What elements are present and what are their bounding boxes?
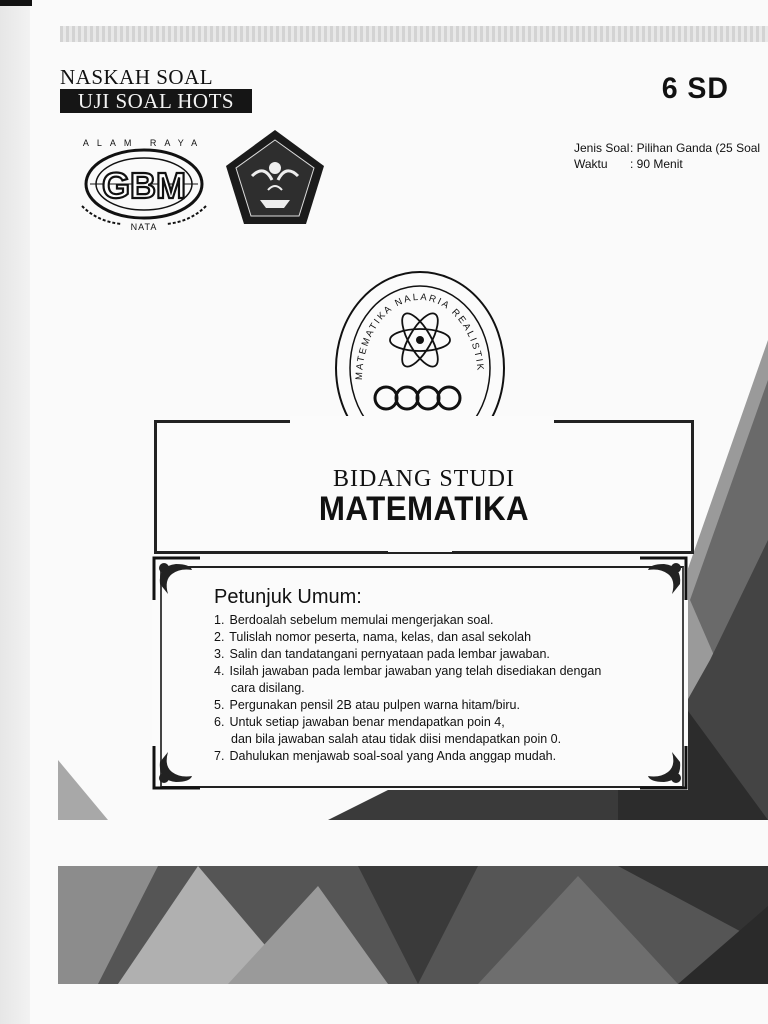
exam-time-value: : 90 Menit: [630, 157, 683, 171]
exam-type-row: [574, 140, 760, 156]
instruction-text: Pergunakan pensil 2B atau pulpen warna hitam/biru.: [229, 698, 520, 712]
instructions-heading: Petunjuk Umum:: [214, 586, 362, 608]
instruction-item: [214, 748, 674, 765]
instruction-text: Salin dan tandatangani pernyataan pada lembar jawaban.: [229, 647, 550, 661]
instruction-text: Tulislah nomor peserta, nama, kelas, dan asal sekolah: [229, 630, 532, 644]
instruction-continuation: dan bila jawaban salah atau tidak diisi mendapatkan poin 0.: [231, 732, 562, 746]
header-title-line2: UJI SOAL HOTS: [60, 89, 252, 113]
header-title-line1: NASKAH SOAL: [60, 65, 214, 89]
instruction-item: [214, 697, 674, 714]
instruction-number: 7.: [214, 749, 225, 763]
subject-name: MATEMATIKA: [318, 490, 530, 528]
scan-left-margin: [0, 0, 30, 1024]
education-ministry-emblem: [222, 128, 328, 228]
instruction-number: 5.: [214, 698, 225, 712]
gbm-logo-bottom: NATA: [130, 222, 158, 232]
omnr-ring-text: MATEMATIKA NALARIA REALISTIK: [353, 291, 486, 381]
scan-corner-mark: [0, 0, 32, 6]
instruction-number: 6.: [214, 715, 225, 729]
grade-label: 6 SD: [661, 72, 729, 105]
instruction-item: [214, 629, 674, 646]
instruction-text: Dahulukan menjawab soal-soal yang Anda anggap mudah.: [229, 749, 557, 763]
exam-info: [574, 140, 760, 172]
gbm-logo-center: GBM: [102, 165, 186, 206]
instruction-number: 4.: [214, 664, 225, 678]
title-box-top-gap: [290, 416, 554, 426]
subject-label: BIDANG STUDI: [333, 466, 515, 492]
exam-time-row: [574, 156, 760, 172]
instruction-text: Isilah jawaban pada lembar jawaban yang telah disediakan dengan: [229, 664, 602, 678]
exam-type-label: Jenis Soal: [574, 141, 630, 155]
instruction-item: [214, 612, 674, 629]
decorative-bottom-band: [58, 866, 768, 984]
instruction-number: 3.: [214, 647, 225, 661]
ornament-bottom-left-icon: [150, 742, 206, 792]
ornament-top-left-icon: [150, 554, 206, 604]
instruction-number: 1.: [214, 613, 225, 627]
instruction-number: 2.: [214, 630, 225, 644]
instruction-item: [214, 646, 674, 663]
gbm-logo-top: ALAM RAYA: [82, 138, 206, 148]
gbm-logo: [78, 136, 210, 232]
instruction-item: [214, 663, 674, 697]
title-box-bottom-gap: [388, 542, 452, 552]
instruction-text: Untuk setiap jawaban benar mendapatkan poin 4,: [229, 715, 505, 729]
instruction-item: [214, 714, 674, 748]
exam-time-label: Waktu: [574, 157, 608, 171]
instruction-continuation: cara disilang.: [231, 681, 305, 695]
instructions-list: [214, 612, 674, 765]
instruction-text: Berdoalah sebelum memulai mengerjakan soal.: [229, 613, 494, 627]
exam-type-value: : Pilihan Ganda (25 Soal: [630, 141, 761, 155]
ornament-top-right-icon: [634, 554, 690, 604]
header-texture-strip: [60, 26, 768, 42]
